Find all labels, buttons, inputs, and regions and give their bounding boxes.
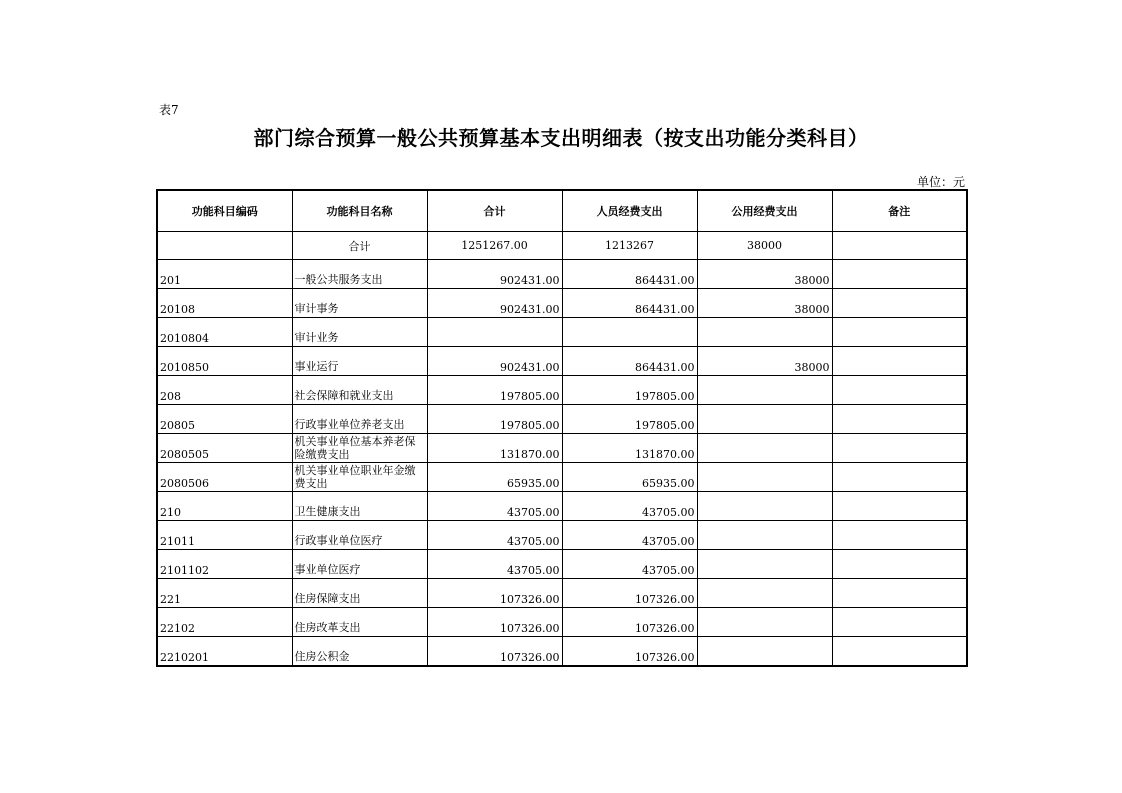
name-cell: 事业运行 bbox=[292, 347, 427, 376]
public-cell bbox=[697, 376, 832, 405]
personnel-cell: 864431.00 bbox=[562, 260, 697, 289]
total-cell: 197805.00 bbox=[427, 376, 562, 405]
remark-cell bbox=[832, 347, 967, 376]
column-header-name: 功能科目名称 bbox=[292, 190, 427, 232]
table-row bbox=[157, 260, 967, 289]
remark-cell bbox=[832, 608, 967, 637]
code-cell: 20108 bbox=[157, 289, 292, 318]
remark-cell bbox=[832, 637, 967, 667]
total-cell: 902431.00 bbox=[427, 289, 562, 318]
personnel-cell: 65935.00 bbox=[562, 463, 697, 492]
name-cell: 社会保障和就业支出 bbox=[292, 376, 427, 405]
name-cell bbox=[292, 434, 427, 463]
table-row bbox=[157, 579, 967, 608]
column-header-remark: 备注 bbox=[832, 190, 967, 232]
personnel-cell: 197805.00 bbox=[562, 405, 697, 434]
table-row bbox=[157, 376, 967, 405]
table-row bbox=[157, 492, 967, 521]
total-cell bbox=[427, 318, 562, 347]
code-cell: 2010850 bbox=[157, 347, 292, 376]
total-cell: 197805.00 bbox=[427, 405, 562, 434]
total-cell: 131870.00 bbox=[427, 434, 562, 463]
personnel-cell: 197805.00 bbox=[562, 376, 697, 405]
total-cell: 107326.00 bbox=[427, 637, 562, 667]
name-cell: 审计事务 bbox=[292, 289, 427, 318]
name-cell-text: 机关事业单位基本养老保险缴费支出 bbox=[294, 435, 416, 461]
column-header-total: 合计 bbox=[427, 190, 562, 232]
total-remark-cell bbox=[832, 232, 967, 260]
public-cell bbox=[697, 318, 832, 347]
name-cell: 行政事业单位医疗 bbox=[292, 521, 427, 550]
public-cell bbox=[697, 608, 832, 637]
total-amount-cell: 1251267.00 bbox=[427, 232, 562, 260]
total-name-cell: 合计 bbox=[292, 232, 427, 260]
remark-cell bbox=[832, 289, 967, 318]
name-cell bbox=[292, 463, 427, 492]
code-cell: 2080505 bbox=[157, 434, 292, 463]
public-cell: 38000 bbox=[697, 347, 832, 376]
personnel-cell: 107326.00 bbox=[562, 579, 697, 608]
name-cell: 住房公积金 bbox=[292, 637, 427, 667]
personnel-cell: 43705.00 bbox=[562, 550, 697, 579]
budget-table bbox=[156, 189, 968, 667]
public-cell bbox=[697, 434, 832, 463]
code-cell: 210 bbox=[157, 492, 292, 521]
total-cell: 902431.00 bbox=[427, 347, 562, 376]
personnel-cell: 107326.00 bbox=[562, 608, 697, 637]
table-row bbox=[157, 608, 967, 637]
remark-cell bbox=[832, 260, 967, 289]
public-cell bbox=[697, 521, 832, 550]
total-cell: 107326.00 bbox=[427, 608, 562, 637]
table-row bbox=[157, 637, 967, 667]
code-cell: 2101102 bbox=[157, 550, 292, 579]
public-cell bbox=[697, 550, 832, 579]
code-cell: 2080506 bbox=[157, 463, 292, 492]
column-header-public: 公用经费支出 bbox=[697, 190, 832, 232]
code-cell: 201 bbox=[157, 260, 292, 289]
name-cell: 一般公共服务支出 bbox=[292, 260, 427, 289]
remark-cell bbox=[832, 434, 967, 463]
total-cell: 65935.00 bbox=[427, 463, 562, 492]
column-header-personnel: 人员经费支出 bbox=[562, 190, 697, 232]
table-row bbox=[157, 550, 967, 579]
name-cell: 住房改革支出 bbox=[292, 608, 427, 637]
unit-label: 单位：元 bbox=[916, 175, 965, 189]
remark-cell bbox=[832, 463, 967, 492]
total-cell: 107326.00 bbox=[427, 579, 562, 608]
name-cell: 审计业务 bbox=[292, 318, 427, 347]
code-cell: 2210201 bbox=[157, 637, 292, 667]
remark-cell bbox=[832, 579, 967, 608]
page-title: 部门综合预算一般公共预算基本支出明细表（按支出功能分类科目） bbox=[253, 126, 869, 150]
table-row bbox=[157, 434, 967, 463]
personnel-cell: 864431.00 bbox=[562, 347, 697, 376]
header-row bbox=[157, 190, 967, 232]
table-row bbox=[157, 405, 967, 434]
total-personnel-cell: 1213267 bbox=[562, 232, 697, 260]
public-cell bbox=[697, 579, 832, 608]
public-cell: 38000 bbox=[697, 289, 832, 318]
code-cell: 20805 bbox=[157, 405, 292, 434]
personnel-cell bbox=[562, 318, 697, 347]
total-row bbox=[157, 232, 967, 260]
remark-cell bbox=[832, 521, 967, 550]
total-public-cell: 38000 bbox=[697, 232, 832, 260]
table-row bbox=[157, 318, 967, 347]
total-cell: 43705.00 bbox=[427, 521, 562, 550]
name-cell: 事业单位医疗 bbox=[292, 550, 427, 579]
total-cell: 43705.00 bbox=[427, 492, 562, 521]
name-cell-text: 机关事业单位职业年金缴费支出 bbox=[294, 464, 416, 490]
code-cell: 221 bbox=[157, 579, 292, 608]
remark-cell bbox=[832, 376, 967, 405]
total-cell: 902431.00 bbox=[427, 260, 562, 289]
table-row bbox=[157, 521, 967, 550]
column-header-code: 功能科目编码 bbox=[157, 190, 292, 232]
public-cell bbox=[697, 637, 832, 667]
personnel-cell: 131870.00 bbox=[562, 434, 697, 463]
remark-cell bbox=[832, 492, 967, 521]
public-cell bbox=[697, 463, 832, 492]
name-cell: 住房保障支出 bbox=[292, 579, 427, 608]
code-cell: 22102 bbox=[157, 608, 292, 637]
total-code-cell bbox=[157, 232, 292, 260]
code-cell: 208 bbox=[157, 376, 292, 405]
table-header bbox=[157, 190, 967, 232]
table-body bbox=[157, 232, 967, 667]
name-cell: 卫生健康支出 bbox=[292, 492, 427, 521]
total-cell: 43705.00 bbox=[427, 550, 562, 579]
code-cell: 21011 bbox=[157, 521, 292, 550]
remark-cell bbox=[832, 405, 967, 434]
public-cell bbox=[697, 405, 832, 434]
table-row bbox=[157, 347, 967, 376]
table-row bbox=[157, 289, 967, 318]
public-cell: 38000 bbox=[697, 260, 832, 289]
personnel-cell: 43705.00 bbox=[562, 521, 697, 550]
table-row bbox=[157, 463, 967, 492]
personnel-cell: 43705.00 bbox=[562, 492, 697, 521]
table-number-label: 表7 bbox=[159, 103, 179, 117]
remark-cell bbox=[832, 550, 967, 579]
remark-cell bbox=[832, 318, 967, 347]
personnel-cell: 107326.00 bbox=[562, 637, 697, 667]
name-cell: 行政事业单位养老支出 bbox=[292, 405, 427, 434]
personnel-cell: 864431.00 bbox=[562, 289, 697, 318]
code-cell: 2010804 bbox=[157, 318, 292, 347]
public-cell bbox=[697, 492, 832, 521]
